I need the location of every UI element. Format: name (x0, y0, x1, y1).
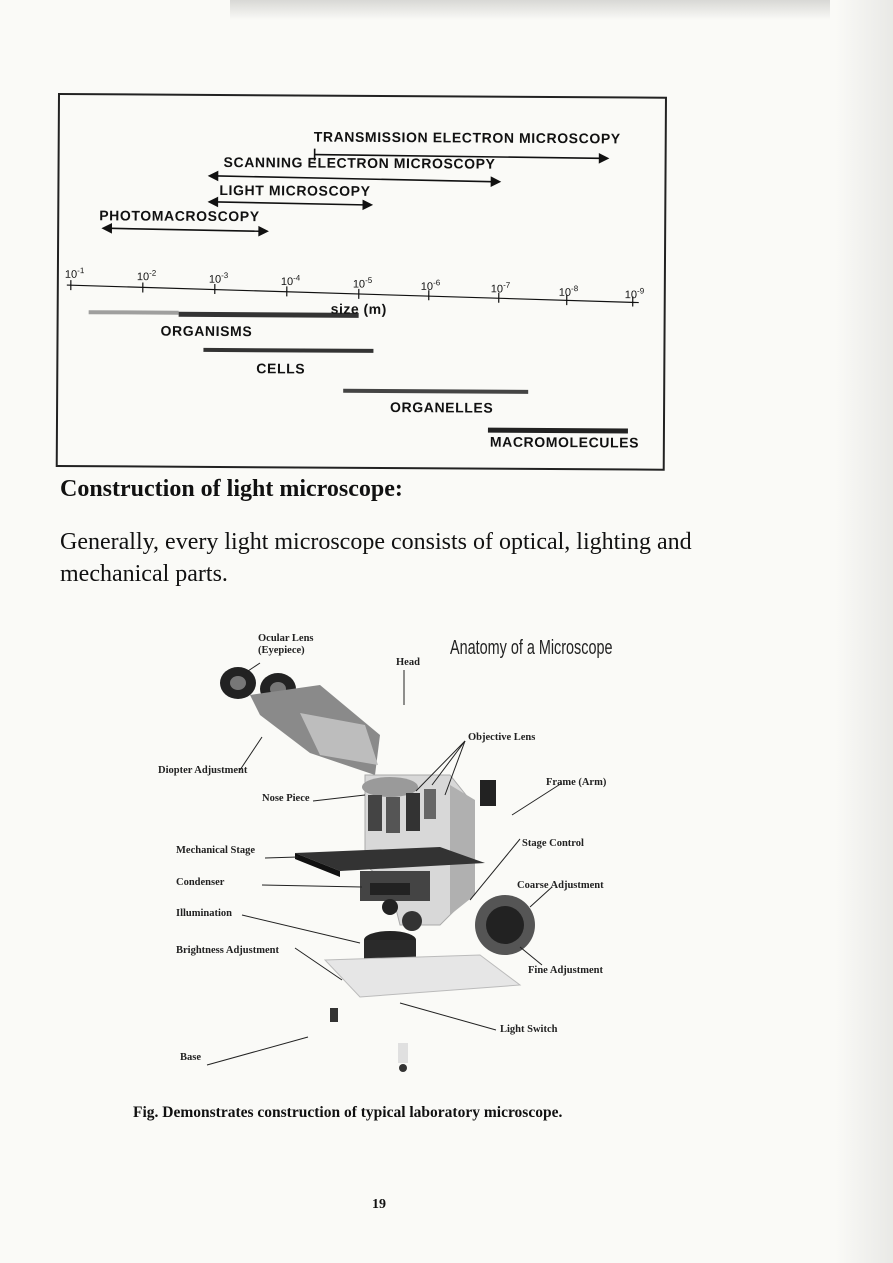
cells-label: CELLS (256, 360, 306, 377)
illumination-label: Illumination (176, 908, 233, 919)
anatomy-title: Anatomy of a Microscope (450, 637, 613, 659)
body-paragraph: Generally, every light microscope consists of optical, lighting and mechanical parts. (60, 529, 692, 587)
objective-lens-label: Objective Lens (468, 732, 536, 743)
page-number: 19 (372, 1197, 386, 1212)
diopter-adjustment-label: Diopter Adjustment (158, 765, 248, 776)
microscopy-scale-figure (56, 93, 667, 471)
section-title: Construction of light microscope: (60, 476, 403, 502)
head-label: Head (396, 657, 420, 668)
nose-piece-label: Nose Piece (262, 793, 310, 804)
tick-label: $10^{-9}$ (624, 286, 645, 302)
macromolecules-label: MACROMOLECULES (489, 433, 640, 451)
tem-label: TRANSMISSION ELECTRON MICROSCOPY (313, 128, 621, 147)
microscope-anatomy-figure (150, 625, 630, 1085)
tick-label: $10^{-3}$ (208, 271, 229, 286)
organisms-label: ORGANISMS (160, 322, 253, 340)
tick-label: $10^{-5}$ (352, 275, 373, 291)
ocular-lens-label: Ocular Lens (258, 633, 314, 644)
coarse-adjustment-label: Coarse Adjustment (517, 880, 604, 891)
scan-top-band (230, 0, 830, 20)
brightness-adjustment-label: Brightness Adjustment (176, 945, 279, 956)
sem-label: SCANNING ELECTRON MICROSCOPY (223, 154, 496, 172)
eyepiece-drawing (220, 667, 380, 775)
tick-label: $10^{-8}$ (558, 284, 579, 299)
stage-control-label: Stage Control (522, 838, 584, 849)
condenser-label: Condenser (176, 877, 225, 888)
light-switch-label: Light Switch (500, 1024, 558, 1035)
lm-label: LIGHT MICROSCOPY (219, 181, 371, 199)
organelles-label: ORGANELLES (390, 399, 494, 416)
eyepiece-label: (Eyepiece) (258, 645, 305, 656)
page-edge-shadow (835, 0, 893, 1263)
tick-label: $10^{-7}$ (490, 280, 511, 296)
tick-label: $10^{-1}$ (64, 266, 85, 281)
photomacroscopy-label: PHOTOMACROSCOPY (99, 207, 260, 225)
fine-adjustment-label: Fine Adjustment (528, 965, 603, 976)
mechanical-stage-label: Mechanical Stage (176, 845, 256, 856)
tick-label: $10^{-2}$ (136, 268, 157, 284)
tick-label: $10^{-4}$ (280, 273, 301, 289)
frame-arm-label: Frame (Arm) (546, 777, 607, 788)
axis-label: size (m) (330, 300, 387, 318)
figure-caption: Fig. Demonstrates construction of typical laboratory microscope. (133, 1104, 563, 1121)
tick-label: $10^{-6}$ (420, 278, 441, 293)
base-label: Base (180, 1052, 201, 1063)
